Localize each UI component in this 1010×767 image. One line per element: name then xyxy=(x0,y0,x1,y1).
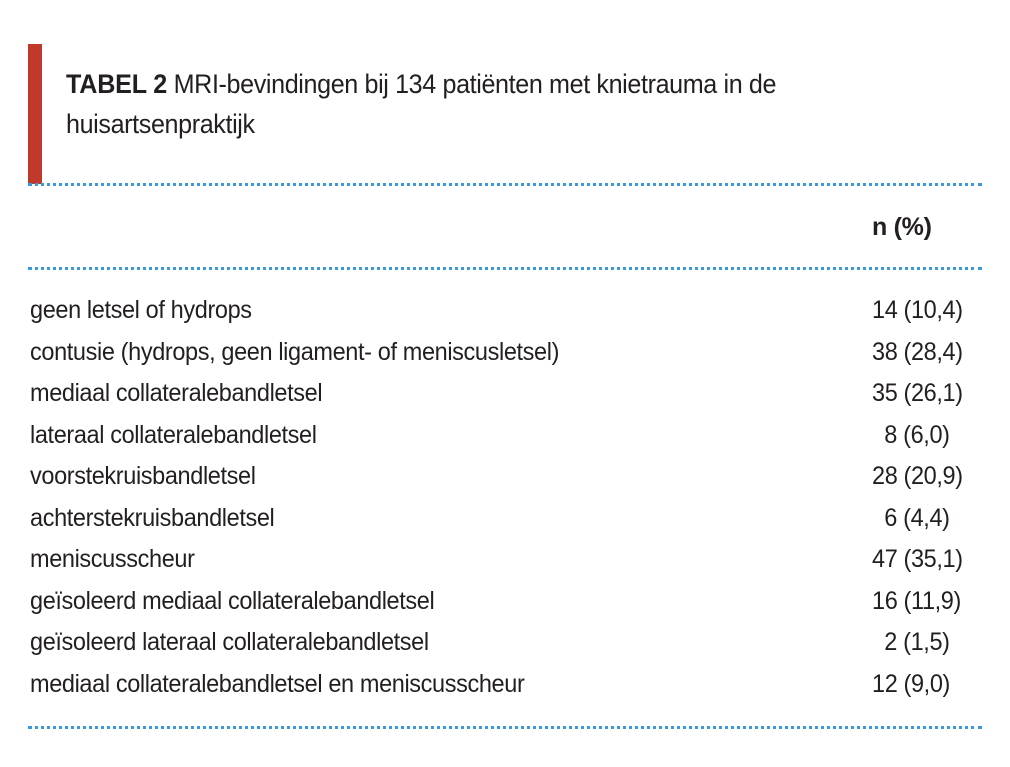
row-value: 35 (26,1) xyxy=(872,379,963,407)
table-row xyxy=(30,540,982,582)
table-row xyxy=(30,665,982,707)
accent-bar xyxy=(28,44,42,184)
row-finding: geïsoleerd lateraal collateralebandletsel xyxy=(30,628,429,656)
row-finding: achterstekruisbandletsel xyxy=(30,503,275,532)
table-row xyxy=(30,291,982,333)
row-value: 28 (20,9) xyxy=(872,462,963,490)
divider-bottom xyxy=(28,726,982,729)
row-finding: voorstekruisbandletsel xyxy=(30,462,256,490)
column-header-n-percent: n (%) xyxy=(872,213,932,241)
row-finding: geïsoleerd mediaal collateralebandletsel xyxy=(30,586,435,615)
row-value: 16 (11,9) xyxy=(872,586,961,615)
row-finding: geen letsel of hydrops xyxy=(30,296,252,324)
row-value: 12 (9,0) xyxy=(872,669,950,698)
divider-header xyxy=(28,267,982,270)
row-value: 47 (35,1) xyxy=(872,545,963,573)
table-row xyxy=(30,374,982,416)
row-value: 8 (6,0) xyxy=(872,420,950,449)
row-value: 2 (1,5) xyxy=(872,628,950,656)
table-row xyxy=(30,582,982,624)
divider-top xyxy=(28,183,982,186)
row-finding: lateraal collateralebandletsel xyxy=(30,420,317,449)
table-body xyxy=(30,291,982,706)
row-value: 14 (10,4) xyxy=(872,296,963,324)
table-row xyxy=(30,457,982,499)
table-row xyxy=(30,623,982,665)
table-row xyxy=(30,333,982,375)
table-caption xyxy=(66,64,884,144)
table-row xyxy=(30,416,982,458)
row-finding: contusie (hydrops, geen ligament- of meniscusletsel) xyxy=(30,337,560,366)
row-value: 6 (4,4) xyxy=(872,503,950,532)
table-title: MRI-bevindingen bij 134 patiënten met knietrauma in de huisartsenpraktijk xyxy=(66,69,777,139)
table-row xyxy=(30,499,982,541)
table-label: TABEL 2 xyxy=(66,69,168,99)
row-finding: mediaal collateralebandletsel xyxy=(30,379,323,407)
row-finding: meniscusscheur xyxy=(30,545,195,573)
row-finding: mediaal collateralebandletsel en meniscusscheur xyxy=(30,669,525,698)
row-value: 38 (28,4) xyxy=(872,337,963,366)
